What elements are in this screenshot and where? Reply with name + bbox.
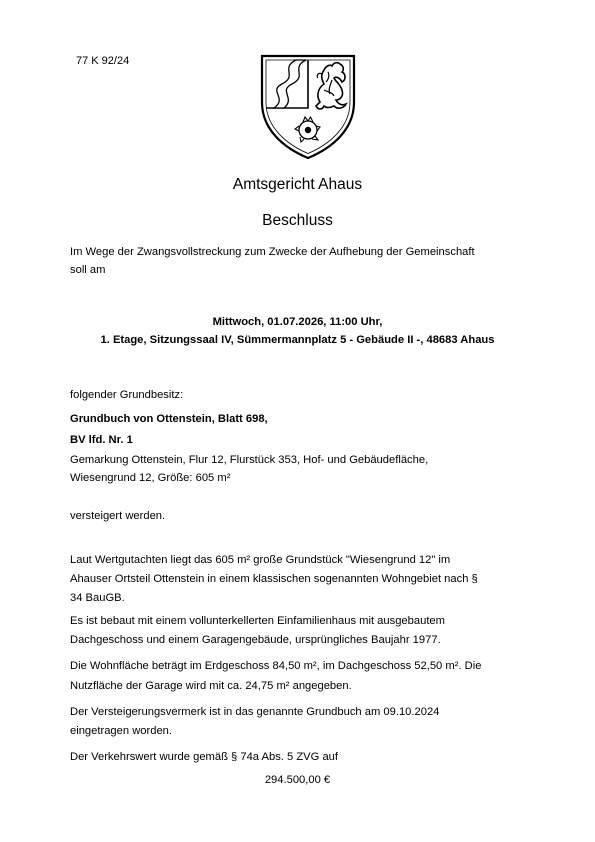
details-p2-line-2: Dachgeschoss und einem Garagengebäude, ursprüngliches Baujahr 1977. xyxy=(70,634,441,646)
details-p2-line-1: Es ist bebaut mit einem vollunterkellerten Einfamilienhaus mit ausgebautem xyxy=(70,615,445,627)
court-name: Amtsgericht Ahaus xyxy=(232,176,363,193)
appointment-location: 1. Etage, Sitzungssaal IV, Sümmermannplatz 5 - Gebäude II -, 48683 Ahaus xyxy=(100,334,495,346)
details-p3-line-2: Nutzfläche der Garage wird mit ca. 24,75 m² angegeben. xyxy=(70,680,352,692)
property-description-2: Wiesengrund 12, Größe: 605 m² xyxy=(70,472,231,484)
coat-of-arms-icon xyxy=(258,50,358,162)
details-p5-line-1: Der Verkehrswert wurde gemäß § 74a Abs. 5 ZVG auf xyxy=(70,751,339,763)
document-title: Beschluss xyxy=(262,212,333,229)
appointment-date: Mittwoch, 01.07.2026, 11:00 Uhr, xyxy=(212,316,383,328)
market-value: 294.500,00 € xyxy=(264,774,331,786)
property-description-1: Gemarkung Ottenstein, Flur 12, Flurstück 353, Hof- und Gebäudefläche, xyxy=(70,454,429,466)
details-p1-line-1: Laut Wertgutachten liegt das 605 m² große Grundstück "Wiesengrund 12" im xyxy=(70,554,451,566)
outcome-text: versteigert werden. xyxy=(70,510,166,522)
case-number: 77 K 92/24 xyxy=(76,55,130,67)
register-entry: BV lfd. Nr. 1 xyxy=(70,434,133,446)
details-p1-line-3: 34 BauGB. xyxy=(70,592,125,604)
details-p3-line-1: Die Wohnfläche beträgt im Erdgeschoss 84,50 m², im Dachgeschoss 52,50 m². Die xyxy=(70,660,482,672)
details-p4-line-1: Der Versteigerungsvermerk ist in das genannte Grundbuch am 09.10.2024 xyxy=(70,706,440,718)
intro-line-1: Im Wege der Zwangsvollstreckung zum Zwecke der Aufhebung der Gemeinschaft xyxy=(70,246,475,258)
land-register: Grundbuch von Ottenstein, Blatt 698, xyxy=(70,413,268,425)
property-label: folgender Grundbesitz: xyxy=(70,389,184,401)
details-p4-line-2: eingetragen worden. xyxy=(70,725,173,737)
intro-line-2: soll am xyxy=(70,264,106,276)
details-p1-line-2: Ahauser Ortsteil Ottenstein in einem klassischen sogenannten Wohngebiet nach § xyxy=(70,573,478,585)
